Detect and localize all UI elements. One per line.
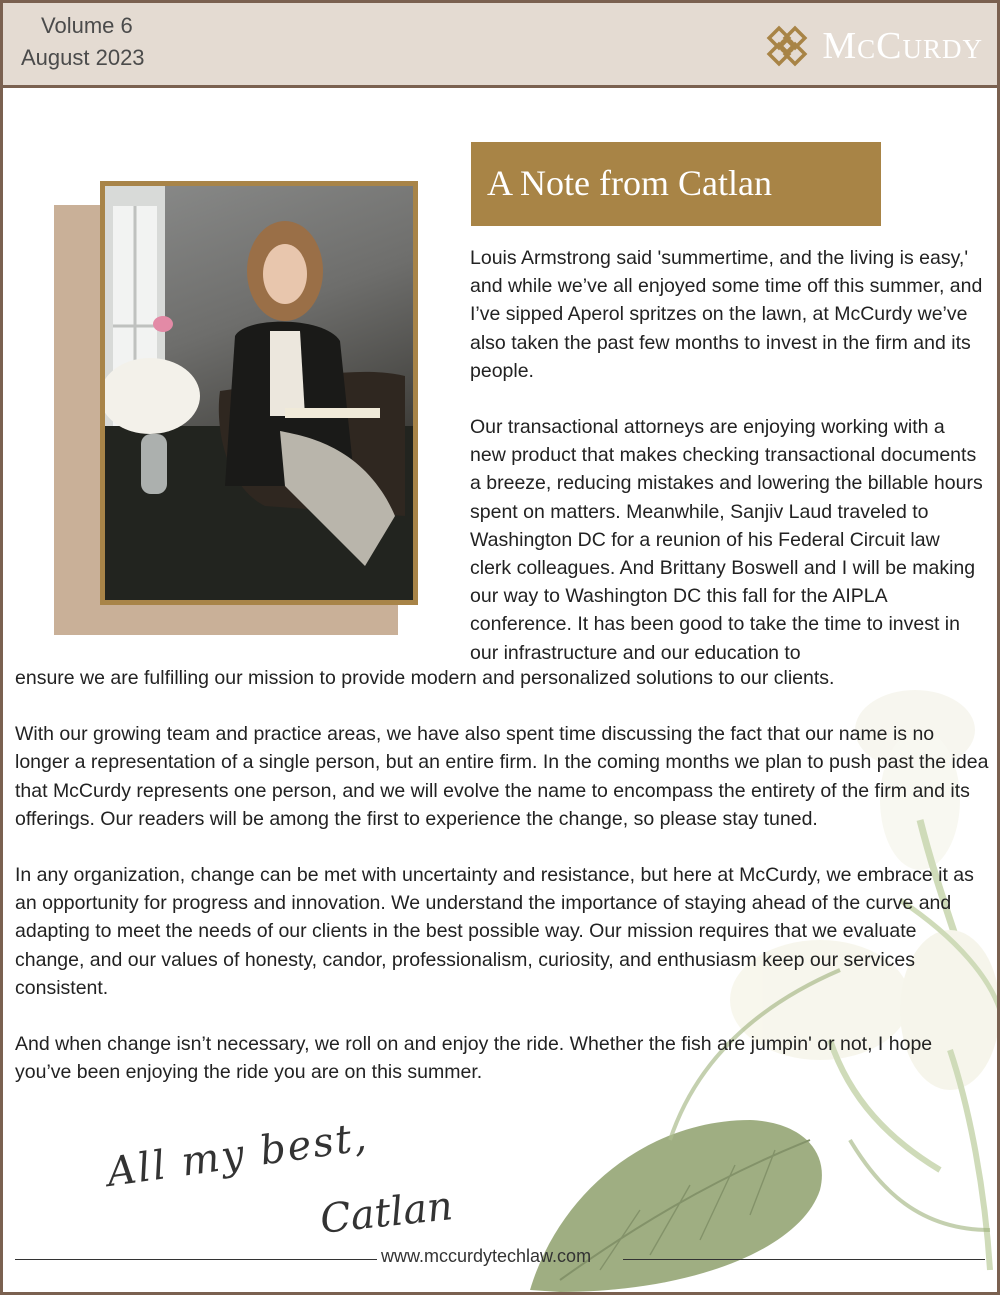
volume-label: Volume 6 (41, 13, 133, 38)
article-body-top (470, 244, 985, 667)
signoff: All my best, (104, 1113, 371, 1197)
logo (762, 21, 983, 71)
paragraph-3: With our growing team and practice areas, we have also spent time discussing the fact that our name is no longer a representation of a single person, but an entire firm. In the coming months we plan to push past the idea that McCurdy represents one person, and we will evolve the name to encompass the entirety of the firm and its offerings. Our readers will be among the first to experience the change, so please stay tuned. (15, 723, 989, 830)
author-portrait (100, 181, 418, 605)
paragraph-4: In any organization, change can be met with uncertainty and resistance, but here at McCurdy, we embrace it as an opportunity for progress and innovation. We understand the importance of staying ahead of the curve and adapting to meet the needs of our clients in the best possible way. Our mission requires that we evaluate change, and our values of honesty, candor, professionalism, curiosity, and enthusiasm keep our services consistent. (15, 864, 974, 999)
issue-date: August 2023 (21, 45, 145, 70)
article-body-bottom (15, 664, 990, 1086)
footer-divider-right (623, 1259, 985, 1260)
paragraph-2-continued: ensure we are fulfilling our mission to provide modern and personalized solutions to our clients. (15, 667, 835, 689)
footer-divider-left (15, 1259, 377, 1260)
signature: Catlan (317, 1183, 455, 1243)
paragraph-2: Our transactional attorneys are enjoying working with a new product that makes checking transactional documents a breeze, reducing mistakes and lowering the billable hours spent on matters. Meanwhile, Sanjiv Laud traveled to Washington DC for a reunion of his Federal Circuit law clerk colleagues. And Brittany Boswell and I will be making our way to Washington DC this fall for the AIPLA conference. It has been good to take the time to invest in our infrastructure and our education to (470, 416, 983, 664)
paragraph-1: Louis Armstrong said 'summertime, and the living is easy,' and while we’ve all enjoyed some time off this summer, and I’ve sipped Aperol spritzes on the lawn, at McCurdy we’ve also taken the past few months to invest in the firm and its people. (470, 247, 983, 382)
newsletter-header (3, 3, 997, 88)
article-title-banner (471, 142, 881, 226)
celtic-knot-icon (762, 21, 812, 71)
paragraph-5: And when change isn’t necessary, we roll on and enjoy the ride. Whether the fish are jumpin' or not, I hope you’ve been enjoying the ride you are on this summer. (15, 1033, 933, 1084)
portrait-illustration (105, 186, 413, 600)
article-title: A Note from Catlan (487, 163, 772, 203)
footer-website-link[interactable]: www.mccurdytechlaw.com (381, 1246, 592, 1266)
logo-wordmark: McCurdy (822, 25, 983, 67)
